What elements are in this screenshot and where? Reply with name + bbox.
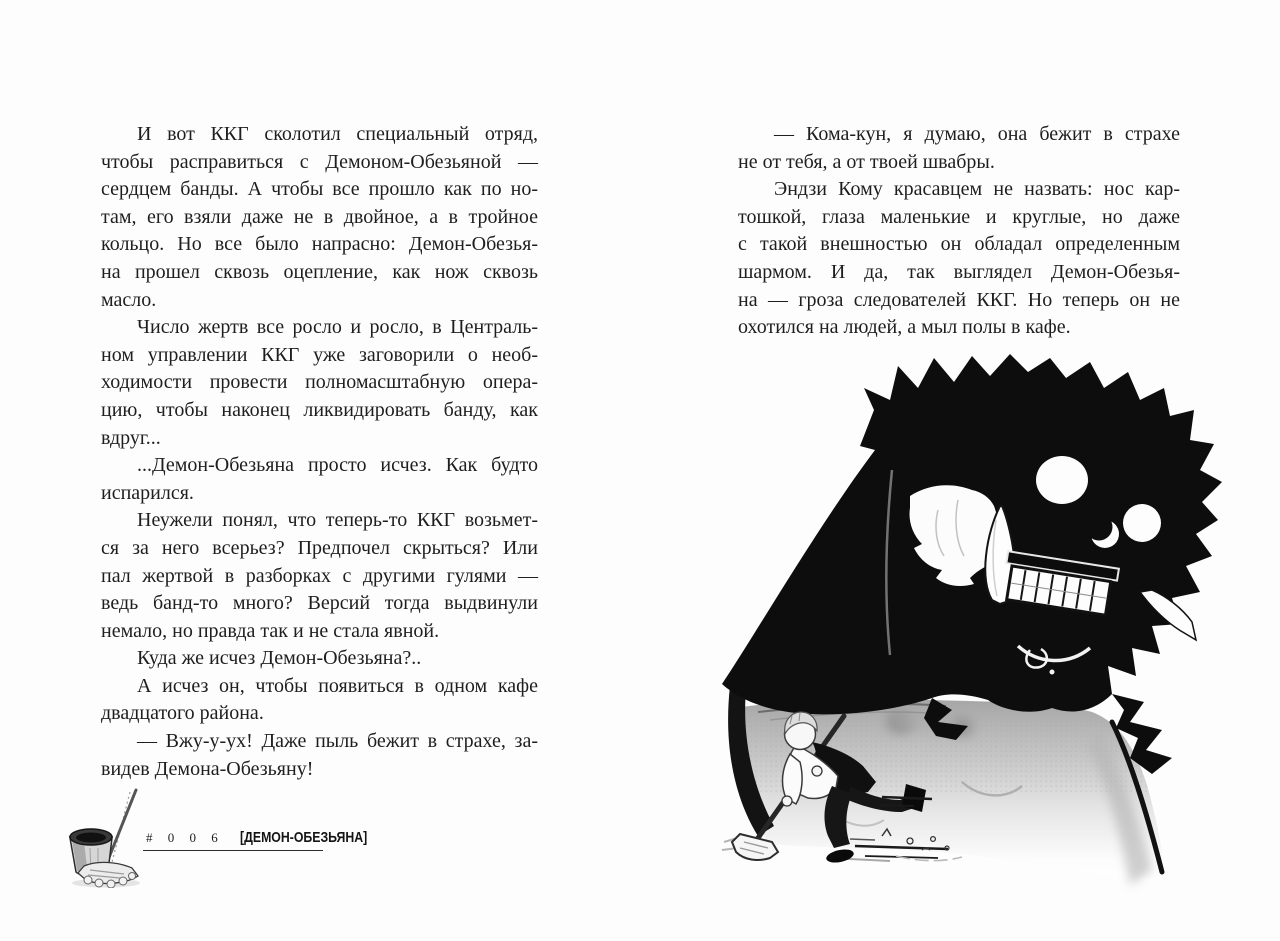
text-line: на — гроза следователей ККГ. Но теперь он не bbox=[738, 288, 1180, 311]
text-line: испарился. bbox=[101, 481, 194, 504]
text-line: — Кома-кун, я думаю, она бежит в страхе bbox=[774, 123, 1180, 145]
text-line: масло. bbox=[101, 288, 157, 311]
hand bbox=[812, 766, 822, 776]
footer-inner bbox=[146, 829, 395, 851]
text-line: ном управлении ККГ уже заговорили о необ- bbox=[101, 343, 538, 366]
text-line: немало, но правда так и не стала явной. bbox=[101, 619, 440, 642]
text-line: Неужели понял, что теперь-то ККГ возьмет- bbox=[137, 509, 538, 532]
front-shoe bbox=[825, 847, 855, 865]
text-line: И вот ККГ сколотил специальный отряд, bbox=[137, 123, 538, 145]
text-line: там, его взяли даже не в двойное, а в тройное bbox=[101, 205, 538, 228]
text-line: на прошел сквозь оцепление, как нож сквозь bbox=[101, 260, 538, 283]
text-line: Куда же исчез Демон-Обезьяна?.. bbox=[137, 647, 422, 670]
right-eye bbox=[1123, 504, 1161, 542]
text-line: ся за него всерьез? Предпочел скрыться? Или bbox=[101, 536, 538, 559]
text-line: чтобы расправиться с Демоном-Обезьяной — bbox=[101, 150, 538, 173]
text-line: ...Демон-Обезьяна просто исчез. Как будто bbox=[137, 454, 538, 477]
mop-and-bucket-icon bbox=[60, 786, 152, 888]
text-line: — Вжу-у-ух! Даже пыль бежит в страхе, за- bbox=[137, 730, 538, 753]
text-line: с такой внешностью он обладал определенным bbox=[738, 233, 1180, 256]
left-eye bbox=[1036, 456, 1088, 504]
text-line: Эндзи Кому красавцем не назвать: нос кар- bbox=[774, 178, 1180, 201]
text-line: ведь банд-то много? Версий тогда выдвинули bbox=[101, 592, 538, 615]
text-line: не от тебя, а от твоей швабры. bbox=[738, 150, 995, 173]
text-line: тошкой, глаза маленькие и круглые, но даже bbox=[738, 205, 1180, 228]
text-line: кольцо. Но все было напрасно: Демон-Обезья- bbox=[101, 233, 538, 256]
text-line: цию, чтобы наконец ликвидировать банду, как bbox=[101, 398, 538, 421]
text-line: видев Демона-Обезьяну! bbox=[101, 757, 314, 780]
text-line: А исчез он, чтобы появиться в одном кафе bbox=[137, 674, 538, 697]
text-line: Число жертв все росло и росло, в Централь- bbox=[137, 316, 538, 339]
page-number: # 0 0 6 bbox=[146, 830, 224, 845]
hand bbox=[782, 796, 792, 806]
left-page-text bbox=[101, 121, 538, 783]
devil-ape-illustration bbox=[700, 350, 1280, 910]
text-line: вдруг... bbox=[101, 426, 161, 449]
text-line: двадцатого района. bbox=[101, 702, 264, 725]
right-page-text bbox=[738, 121, 1180, 342]
text-line: охотился на людей, а мыл полы в кафе. bbox=[738, 316, 1071, 339]
chapter-title: [ДЕМОН-ОБЕЗЬЯНА] bbox=[239, 829, 368, 846]
text-line: сердцем банды. А чтобы все прошло как по но- bbox=[101, 178, 538, 201]
text-line: шармом. И да, так выглядел Демон-Обезья- bbox=[738, 260, 1180, 283]
footer-rule bbox=[143, 850, 323, 852]
text-line: пал жертвой в разборках с другими гулями — bbox=[101, 564, 538, 587]
page-footer bbox=[146, 829, 395, 851]
text-line: ходимости провести полномасштабную опера- bbox=[101, 371, 538, 394]
